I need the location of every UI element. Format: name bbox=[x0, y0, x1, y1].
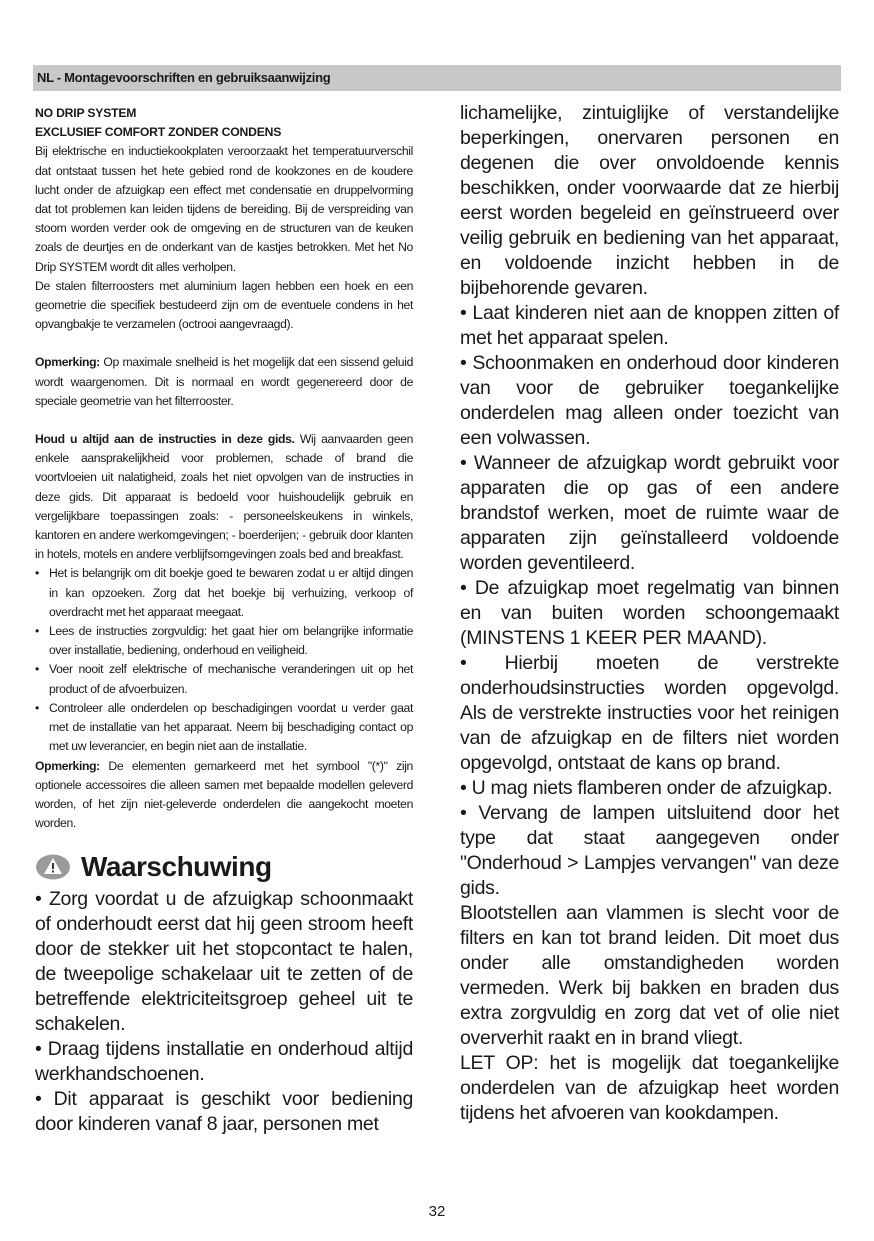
page-number: 32 bbox=[428, 1203, 446, 1220]
note-label-2: Opmerking: bbox=[35, 758, 100, 773]
warning-paragraph-1: • Zorg voordat u de afzuigkap schoonmaakt of onderhoudt eerst dat hij geen stroom heeft door de stekker uit het stopcontact te halen, de tweepolige schakelaar uit te zetten of de betreffende elektriciteitsgroep geheel uit te schakelen. bbox=[35, 888, 413, 1036]
right-paragraph-10: LET OP: het is mogelijk dat toegankelijke onderdelen van de afzuigkap heet worden tijdens het afvoeren van kookdampen. bbox=[460, 1052, 839, 1124]
section-header-title: NL - Montagevoorschriften en gebruiksaanwijzing bbox=[37, 70, 331, 85]
instructions-text: Wij aanvaarden geen enkele aansprakelijkheid voor problemen, schade of brand die voortvloeien uit nalatigheid, zoals het niet opvolgen van de instructies in deze gids. Dit apparaat is bedoeld voor huishoudelijk gebruik en vergelijkbare toepassingen zoals: - personeelskeukens in winkels, kantoren en andere werkomgevingen; - boerderijen; - gebruik door klanten in hotels, motels en andere verblijfsomgevingen zoals bed and breakfast. bbox=[35, 432, 413, 562]
warning-paragraph-2: • Draag tijdens installatie en onderhoud altijd werkhandschoenen. bbox=[35, 1038, 413, 1086]
nodrip-title: NO DRIP SYSTEM bbox=[35, 106, 137, 120]
nodrip-subtitle: EXCLUSIEF COMFORT ZONDER CONDENS bbox=[35, 125, 282, 140]
list-item: • Voer nooit zelf elektrische of mechanische veranderingen uit op het product of de afvoerbuizen. bbox=[35, 660, 413, 698]
right-paragraph-5: • De afzuigkap moet regelmatig van binnen en van buiten worden schoongemaakt (MINSTENS 1 KEER PER MAAND). bbox=[460, 577, 839, 649]
note-paragraph-2 bbox=[35, 757, 413, 834]
right-paragraph-4: • Wanneer de afzuigkap wordt gebruikt voor apparaten die op gas of een andere brandstof werken, moet de ruimte waar de apparaten zijn geïnstalleerd voldoende worden geventileerd. bbox=[460, 452, 839, 574]
warning-heading bbox=[35, 847, 413, 887]
right-paragraph-9: Blootstellen aan vlammen is slecht voor de filters en kan tot brand leiden. Dit moet dus onder alle omstandigheden worden vermeden. Werk bij bakken en braden dus extra zorgvuldig en zorg dat vet of olie niet oververhit raakt en in brand vliegt. bbox=[460, 902, 839, 1049]
warning-icon bbox=[35, 853, 71, 881]
note-paragraph-1 bbox=[35, 353, 413, 411]
right-paragraph-2: • Laat kinderen niet aan de knoppen zitten of met het apparaat spelen. bbox=[460, 302, 839, 349]
nodrip-paragraph-1: Bij elektrische en inductiekookplaten veroorzaakt het temperatuurverschil dat ontstaat tussen het hete gebied rond de kookzones en de koudere lucht onder de afzuigkap een effect met condensatie en druppelvorming dat tot problemen kan leiden tijdens de bereiding. Bij de verspreiding van stoom worden verder ook de omgeving en de structuren van de keuken zoals de deurtjes en de onderkant van de kastjes betrokken. Met het No Drip SYSTEM wordt dit alles verholpen. bbox=[35, 144, 413, 274]
warning-title: Waarschuwing bbox=[81, 851, 272, 883]
note-text-2: De elementen gemarkeerd met het symbool "(*)" zijn optionele accessoires die alleen samen met bepaalde modellen geleverd worden, of het zijn niet-geleverde onderdelen die aangekocht moeten worden. bbox=[35, 758, 413, 831]
right-paragraph-8: • Vervang de lampen uitsluitend door het type dat staat aangegeven onder "Onderhoud > Lampjes vervangen" van deze gids. bbox=[460, 802, 839, 899]
right-paragraph-7: • U mag niets flamberen onder de afzuigkap. bbox=[460, 777, 833, 799]
right-column bbox=[460, 101, 839, 1126]
list-item: • Het is belangrijk om dit boekje goed te bewaren zodat u er altijd dingen in kan opzoeken. Zorg dat het boekje bij verhuizing, verkoop of overdracht met het apparaat meegaat. bbox=[35, 564, 413, 622]
list-item: • Controleer alle onderdelen op beschadigingen voordat u verder gaat met de installatie van het apparaat. Neem bij beschadiging contact op met uw leverancier, en begin niet aan de installatie. bbox=[35, 699, 413, 757]
safety-bullet-list bbox=[35, 564, 413, 756]
right-paragraph-6: • Hierbij moeten de verstrekte onderhoudsinstructies worden opgevolgd. Als de verstrekte instructies voor het reinigen van de afzuigkap en de filters niet worden opgevolgd, ontstaat de kans op brand. bbox=[460, 652, 839, 774]
right-paragraph-1: lichamelijke, zintuiglijke of verstandelijke beperkingen, onervaren personen en degenen die over onvoldoende kennis beschikken, onder voorwaarde dat ze hierbij eerst worden begeleid en geïnstrueerd over veilig gebruik en bediening van het apparaat, en voldoende inzicht hebben in de bijbehorende gevaren. bbox=[460, 102, 839, 299]
right-paragraph-3: • Schoonmaken en onderhoud door kinderen van voor de gebruiker toegankelijke onderdelen mag alleen onder toezicht van een volwassen. bbox=[460, 352, 839, 449]
warning-paragraph-3: • Dit apparaat is geschikt voor bediening door kinderen vanaf 8 jaar, personen met bbox=[35, 1088, 413, 1136]
note-label-1: Opmerking: bbox=[35, 355, 100, 370]
note-text-1: Op maximale snelheid is het mogelijk dat een sissend geluid wordt waargenomen. Dit is normaal en wordt gegenereerd door de speciale geometrie van het filterrooster. bbox=[35, 355, 413, 408]
list-item: • Lees de instructies zorgvuldig: het gaat hier om belangrijke informatie over installatie, bediening, onderhoud en veiligheid. bbox=[35, 622, 413, 660]
instructions-paragraph bbox=[35, 430, 413, 564]
nodrip-paragraph-2: De stalen filterroosters met aluminium lagen hebben een hoek en een geometrie die specifiek bestudeerd zijn om de eventuele condens in het opvangbakje te verzamelen (octrooi aangevraagd). bbox=[35, 278, 413, 332]
section-header-bar bbox=[33, 65, 841, 91]
instructions-label: Houd u altijd aan de instructies in deze gids. bbox=[35, 432, 295, 447]
left-column bbox=[35, 104, 413, 1137]
